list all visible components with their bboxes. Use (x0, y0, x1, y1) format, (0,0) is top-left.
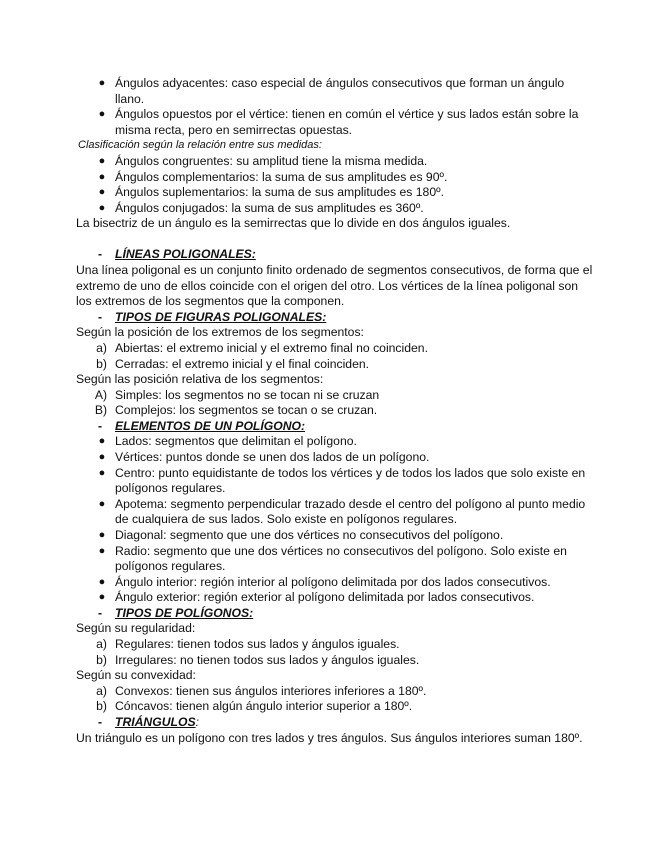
bullet-marker: ● (98, 591, 106, 603)
list-marker-a: a) (96, 341, 107, 355)
angulo-interior-item: Ángulo interior: región interior al polígono delimitada por dos lados consecutivos. (115, 575, 551, 589)
lados-item: Lados: segmentos que delimitan el polígono. (115, 434, 357, 448)
lineas-poligonales-heading: LÍNEAS POLIGONALES: (115, 247, 256, 261)
segun-regularidad-text: Según su regularidad: (76, 621, 196, 635)
congruentes-item: Ángulos congruentes: su amplitud tiene la misma medida. (115, 154, 428, 168)
bullet-marker: ● (98, 545, 106, 557)
lineas-paragraph-line-3: los extremos de los segmentos que la componen. (76, 294, 345, 308)
concavos-item: Cóncavos: tienen algún ángulo interior superior a 180º. (115, 699, 413, 713)
tipos-figuras-heading: TIPOS DE FIGURAS POLIGONALES: (115, 310, 327, 324)
adyacentes-line-2: llano. (115, 92, 145, 106)
bullet-marker: ● (98, 576, 106, 588)
diagonal-item: Diagonal: segmento que une dos vértices no consecutivos del polígono. (115, 528, 504, 542)
apotema-item-line-2: de cualquiera de sus lados. Solo existe en polígonos regulares. (115, 512, 458, 526)
complementarios-item: Ángulos complementarios: la suma de sus amplitudes es 90º. (115, 170, 448, 184)
bullet-marker: ● (98, 435, 106, 447)
segun-relativa-text: Según las posición relativa de los segmentos: (76, 372, 324, 386)
dash-marker: - (98, 310, 103, 324)
list-marker-b: b) (96, 357, 107, 371)
opuestos-line-2: misma recta, pero en semirrectas opuestas. (115, 123, 353, 137)
centro-item-line-2: polígonos regulares. (115, 481, 226, 495)
dash-marker: - (98, 715, 103, 729)
dash-marker: - (98, 247, 103, 261)
segun-extremos-text: Según la posición de los extremos de los segmentos: (76, 325, 364, 339)
list-marker-a: a) (96, 684, 107, 698)
list-marker-B: B) (94, 403, 107, 417)
bullet-marker: ● (98, 498, 106, 510)
list-marker-b: b) (96, 699, 107, 713)
triangulos-heading: TRIÁNGULOS (115, 715, 196, 729)
bullet-marker: ● (98, 186, 106, 198)
bullet-marker: ● (98, 108, 106, 120)
convexos-item: Convexos: tienen sus ángulos interiores inferiores a 180º. (115, 684, 427, 698)
vertices-item: Vértices: puntos donde se unen dos lados de un polígono. (115, 450, 430, 464)
radio-item-line-2: polígonos regulares. (115, 559, 226, 573)
bullet-marker: ● (98, 529, 106, 541)
cerradas-item: Cerradas: el extremo inicial y el final coinciden. (115, 357, 370, 371)
bisectriz-paragraph: La bisectriz de un ángulo es la semirrectas que lo divide en dos ángulos iguales. (76, 216, 511, 230)
list-marker-b: b) (96, 653, 107, 667)
triangulos-paragraph: Un triángulo es un polígono con tres lados y tres ángulos. Sus ángulos interiores suman 180º. (76, 731, 583, 745)
triangulos-colon: : (195, 715, 199, 729)
regulares-item: Regulares: tienen todos sus lados y ángulos iguales. (115, 637, 400, 651)
suplementarios-item: Ángulos suplementarios: la suma de sus amplitudes es 180º. (115, 185, 444, 199)
elementos-heading: ELEMENTOS DE UN POLÍGONO: (115, 419, 306, 433)
segun-convexidad-text: Según su convexidad: (76, 668, 196, 682)
bullet-marker: ● (98, 202, 106, 214)
dash-marker: - (98, 419, 103, 433)
dash-marker: - (98, 606, 103, 620)
bullet-marker: ● (98, 155, 106, 167)
lineas-paragraph-line-1: Una línea poligonal es un conjunto finito ordenado de segmentos consecutivos, de forma que el (76, 263, 593, 277)
apotema-item-line-1: Apotema: segmento perpendicular trazado desde el centro del polígono al punto medio (115, 497, 586, 511)
triangulos-heading-wrap (115, 715, 199, 731)
adyacentes-line-1: Ángulos adyacentes: caso especial de ángulos consecutivos que forman un ángulo (115, 76, 565, 90)
simples-item: Simples: los segmentos no se tocan ni se cruzan (115, 388, 380, 402)
list-marker-a: a) (96, 637, 107, 651)
clasificacion-subheading: Clasificación según la relación entre sus medidas: (78, 139, 322, 151)
irregulares-item: Irregulares: no tienen todos sus lados y ángulos iguales. (115, 653, 420, 667)
lineas-paragraph-line-2: extremo de uno de ellos coincide con el origen del otro. Los vértices de la línea poligonal son (76, 279, 579, 293)
bullet-marker: ● (98, 77, 106, 89)
opuestos-line-1: Ángulos opuestos por el vértice: tienen en común el vértice y sus lados están sobre la (115, 107, 579, 121)
complejos-item: Complejos: los segmentos se tocan o se cruzan. (115, 403, 378, 417)
bullet-marker: ● (98, 171, 106, 183)
angulo-exterior-item: Ángulo exterior: región exterior al polígono delimitada por lados consecutivos. (115, 590, 535, 604)
abiertas-item: Abiertas: el extremo inicial y el extremo final no coinciden. (115, 341, 428, 355)
centro-item-line-1: Centro: punto equidistante de todos los vértices y de todos los lados que solo existe en (115, 466, 586, 480)
tipos-poligonos-heading: TIPOS DE POLÍGONOS: (115, 606, 254, 620)
bullet-marker: ● (98, 467, 106, 479)
bullet-marker: ● (98, 451, 106, 463)
radio-item-line-1: Radio: segmento que une dos vértices no consecutivos del polígono. Solo existe en (115, 544, 567, 558)
list-marker-A: A) (94, 388, 107, 402)
conjugados-item: Ángulos conjugados: la suma de sus amplitudes es 360º. (115, 201, 424, 215)
